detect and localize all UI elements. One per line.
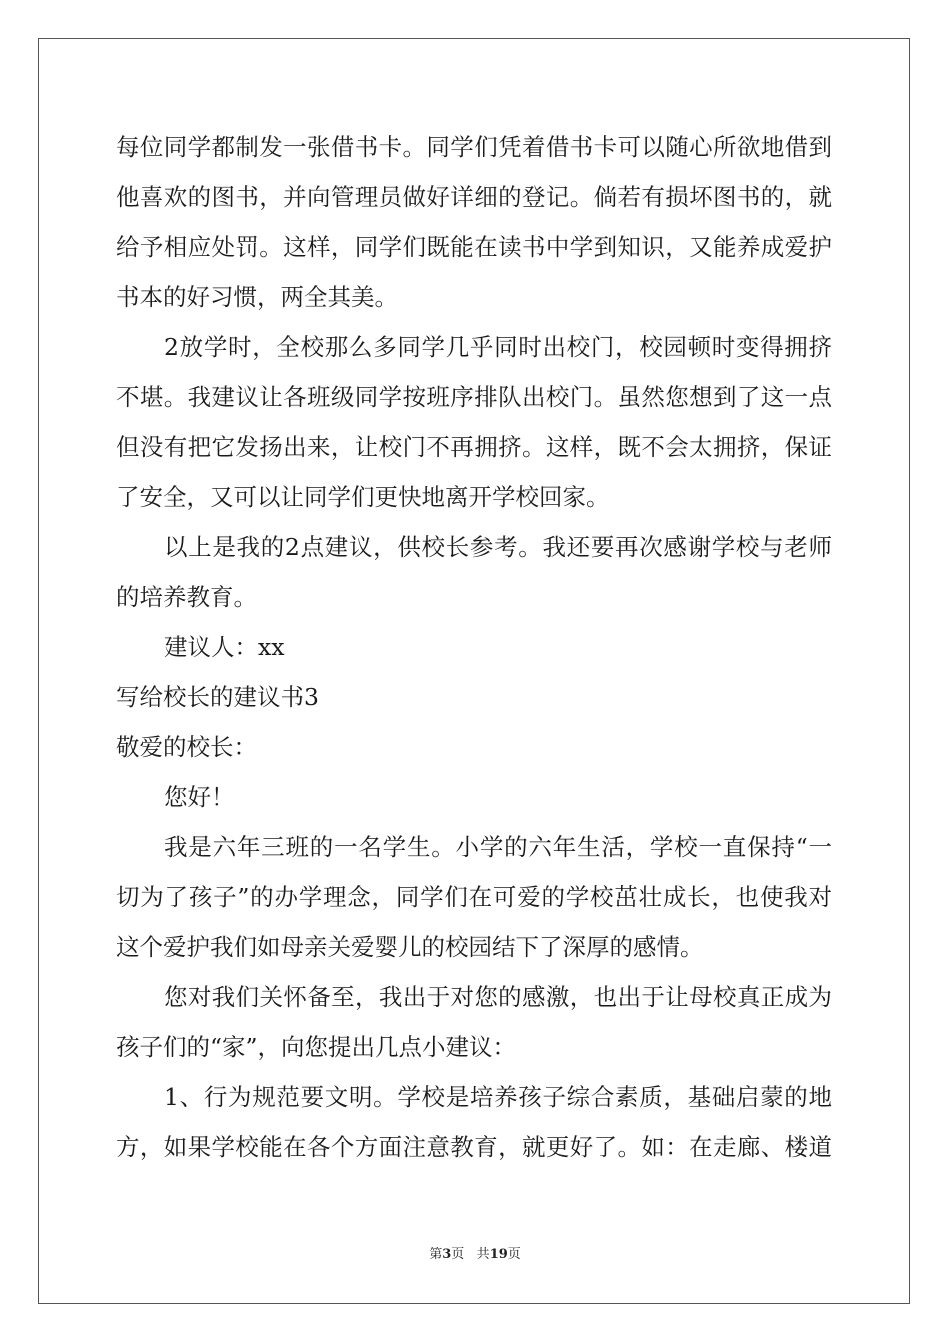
footer-total-suffix: 页 bbox=[507, 1247, 521, 1262]
signature-line: 建议人：xx bbox=[164, 633, 285, 661]
paragraph-start: 我是六年三班的一名学生。小学的六年生活，学校一直保持“一 bbox=[164, 833, 832, 861]
paragraph-start: 1、行为规范要文明。学校是培养孩子综合素质，基础启蒙的地 bbox=[164, 1083, 832, 1111]
page-footer bbox=[0, 1243, 950, 1262]
text-line: 给予相应处罚。这样，同学们既能在读书中学到知识，又能养成爱护 bbox=[116, 233, 832, 261]
footer-prefix: 第 bbox=[429, 1247, 443, 1262]
text-line: 切为了孩子”的办学理念，同学们在可爱的学校茁壮成长，也使我对 bbox=[116, 883, 832, 911]
salutation: 敬爱的校长： bbox=[116, 733, 257, 761]
footer-page-suffix: 页 bbox=[451, 1247, 465, 1262]
text-line: 书本的好习惯，两全其美。 bbox=[116, 283, 398, 311]
section-title: 写给校长的建议书3 bbox=[116, 683, 319, 711]
text-line: 了安全，又可以让同学们更快地离开学校回家。 bbox=[116, 483, 610, 511]
text-line: 但没有把它发扬出来，让校门不再拥挤。这样，既不会太拥挤，保证 bbox=[116, 433, 832, 461]
page-total: 19 bbox=[489, 1247, 508, 1262]
text-line: 方，如果学校能在各个方面注意教育，就更好了。如：在走廊、楼道 bbox=[116, 1133, 832, 1161]
text-line: 每位同学都制发一张借书卡。同学们凭着借书卡可以随心所欲地借到 bbox=[116, 133, 832, 161]
text-line: 不堪。我建议让各班级同学按班序排队出校门。虽然您想到了这一点 bbox=[116, 383, 832, 411]
paragraph-start: 您对我们关怀备至，我出于对您的感激，也出于让母校真正成为 bbox=[164, 983, 832, 1011]
footer-total-prefix: 共 bbox=[476, 1247, 490, 1262]
text-line: 他喜欢的图书，并向管理员做好详细的登记。倘若有损坏图书的，就 bbox=[116, 183, 832, 211]
text-line: 孩子们的“家”，向您提出几点小建议： bbox=[116, 1033, 517, 1061]
paragraph-start: 2放学时，全校那么多同学几乎同时出校门，校园顿时变得拥挤 bbox=[164, 333, 832, 361]
greeting: 您好！ bbox=[164, 783, 235, 811]
page-number: 3 bbox=[442, 1247, 452, 1262]
text-line: 的培养教育。 bbox=[116, 583, 257, 611]
text-line: 这个爱护我们如母亲关爱婴儿的校园结下了深厚的感情。 bbox=[116, 933, 704, 961]
paragraph-start: 以上是我的2点建议，供校长参考。我还要再次感谢学校与老师 bbox=[164, 533, 832, 561]
